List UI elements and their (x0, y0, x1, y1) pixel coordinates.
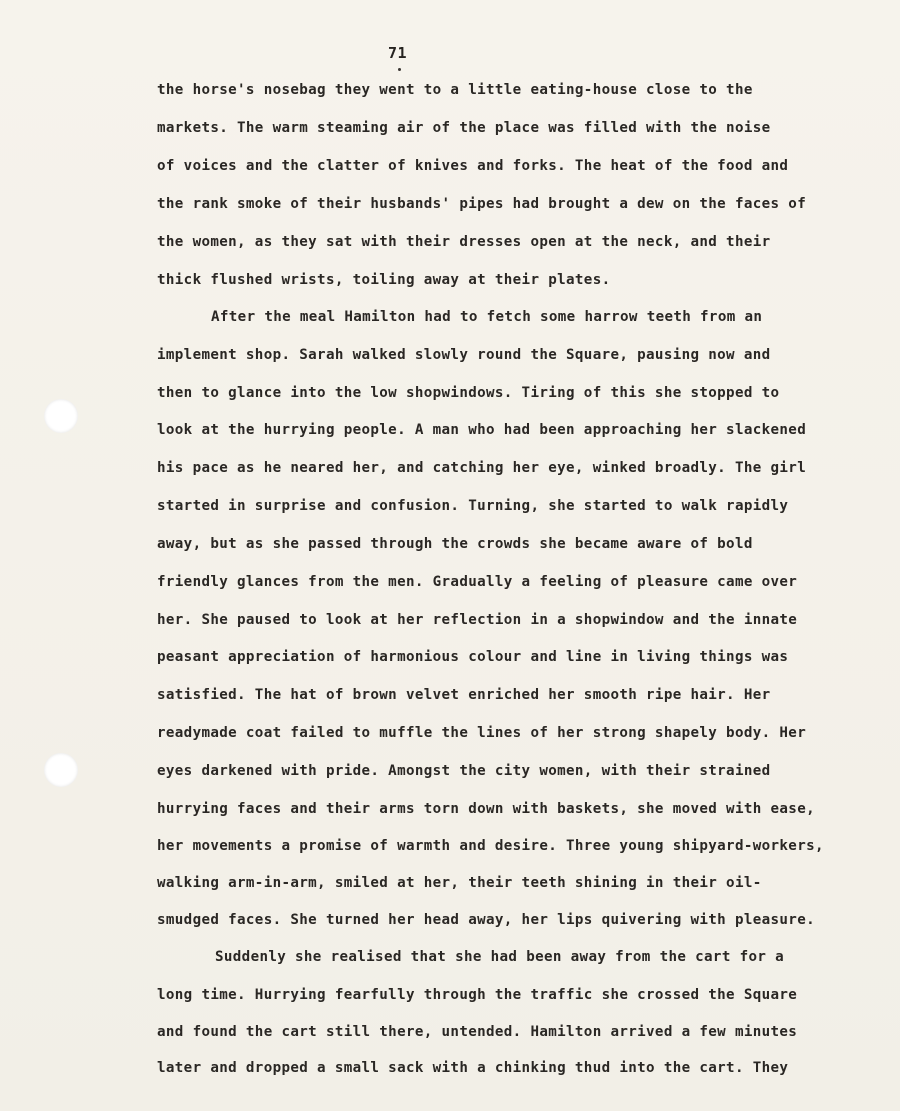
text-line-paragraph-start: Suddenly she realised that she had been away from the cart for a (215, 949, 785, 965)
text-line: his pace as he neared her, and catching her eye, winked broadly. The girl (157, 460, 807, 476)
text-line: implement shop. Sarah walked slowly round the Square, pausing now and (157, 347, 771, 363)
text-line: and found the cart still there, untended. Hamilton arrived a few minutes (157, 1024, 798, 1040)
page-number: 71 (388, 44, 408, 62)
text-line: readymade coat failed to muffle the lines of her strong shapely body. Her (157, 725, 807, 741)
text-line: the women, as they sat with their dresses open at the neck, and their (157, 234, 771, 250)
text-line: of voices and the clatter of knives and forks. The heat of the food and (157, 158, 789, 174)
text-line: hurrying faces and their arms torn down with baskets, she moved with ease, (157, 801, 815, 817)
text-line: her. She paused to look at her reflection in a shopwindow and the innate (157, 612, 798, 628)
page-number-dot (398, 68, 401, 71)
text-line: thick flushed wrists, toiling away at their plates. (157, 272, 611, 288)
text-line: later and dropped a small sack with a chinking thud into the cart. They (157, 1060, 789, 1076)
text-line: away, but as she passed through the crowds she became aware of bold (157, 536, 753, 552)
text-line: eyes darkened with pride. Amongst the city women, with their strained (157, 763, 771, 779)
text-line: markets. The warm steaming air of the place was filled with the noise (157, 120, 771, 136)
text-line: then to glance into the low shopwindows. Tiring of this she stopped to (157, 385, 780, 401)
text-line-paragraph-start: After the meal Hamilton had to fetch some harrow teeth from an (211, 309, 763, 325)
text-line: started in surprise and confusion. Turning, she started to walk rapidly (157, 498, 789, 514)
text-line: look at the hurrying people. A man who had been approaching her slackened (157, 422, 807, 438)
text-line: smudged faces. She turned her head away, her lips quivering with pleasure. (157, 912, 815, 928)
text-line: friendly glances from the men. Gradually a feeling of pleasure came over (157, 574, 798, 590)
text-line: satisfied. The hat of brown velvet enriched her smooth ripe hair. Her (157, 687, 771, 703)
text-line: walking arm-in-arm, smiled at her, their teeth shining in their oil- (157, 875, 762, 891)
punch-hole-bottom (44, 753, 78, 787)
text-line: the horse's nosebag they went to a little eating-house close to the (157, 82, 753, 98)
text-line: peasant appreciation of harmonious colour and line in living things was (157, 649, 789, 665)
text-line: the rank smoke of their husbands' pipes had brought a dew on the faces of (157, 196, 807, 212)
punch-hole-top (44, 399, 78, 433)
text-line: her movements a promise of warmth and desire. Three young shipyard-workers, (157, 838, 824, 854)
text-line: long time. Hurrying fearfully through the traffic she crossed the Square (157, 987, 798, 1003)
